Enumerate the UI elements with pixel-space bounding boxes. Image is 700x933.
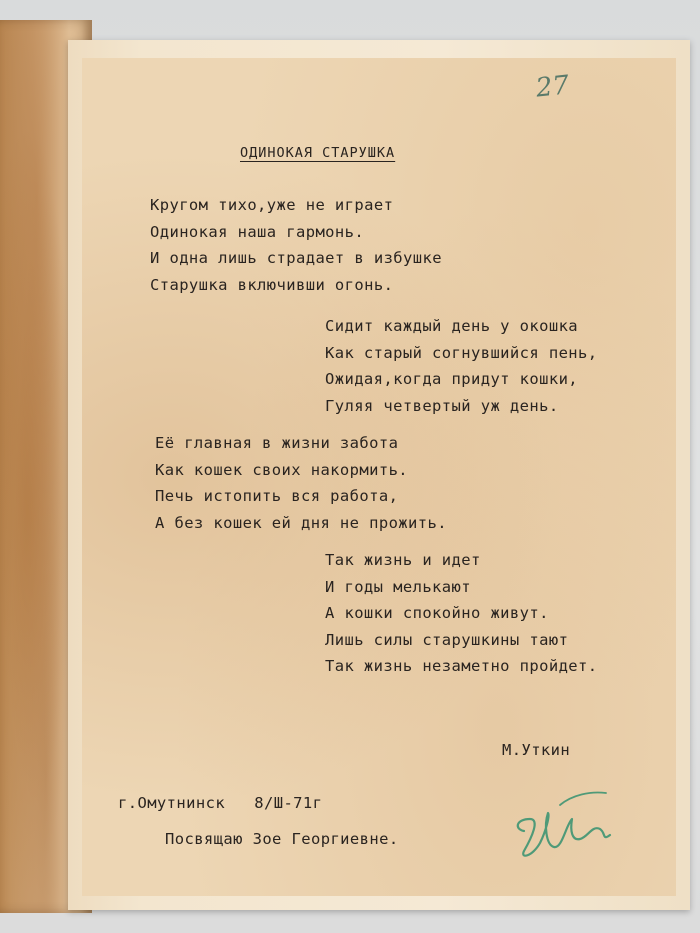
- poem-line: Ожидая,когда придут кошки,: [325, 370, 579, 388]
- place-date: г.Омутнинск 8/Ш-71г: [118, 794, 323, 812]
- author-name: М.Уткин: [502, 741, 571, 759]
- poem-line: Как старый согнувшийся пень,: [325, 343, 598, 362]
- handwritten-signature: [510, 785, 620, 875]
- stanza-1: [150, 192, 442, 298]
- stanza-2: [325, 313, 598, 419]
- stanza-3: [155, 430, 447, 536]
- poem-line: Так жизнь незаметно пройдет.: [325, 657, 598, 675]
- poem-line: Лишь силы старушкины тают: [325, 630, 569, 649]
- poem-line: Печь истопить вся работа,: [155, 487, 399, 505]
- poem-line: Сидит каждый день у окошка: [325, 317, 579, 335]
- stanza-4: [325, 547, 598, 680]
- poem-line: Гуляя четвертый уж день.: [325, 396, 559, 415]
- poem-line: А кошки спокойно живут.: [325, 604, 549, 622]
- poem-line: Так жизнь и идет: [325, 551, 481, 569]
- poem-title: ОДИНОКАЯ СТАРУШКА: [240, 145, 396, 161]
- poem-line: Кругом тихо,уже не играет: [150, 196, 394, 214]
- poem-line: Одинокая наша гармонь.: [150, 222, 365, 241]
- poem-line: Старушка включивши огонь.: [150, 275, 394, 294]
- poem-line: И одна лишь страдает в избушке: [150, 249, 442, 267]
- poem-line: И годы мелькают: [325, 577, 471, 596]
- dedication: Посвящаю Зое Георгиевне.: [165, 830, 399, 848]
- poem-line: Как кошек своих накормить.: [155, 460, 409, 479]
- poem-line: А без кошек ей дня не прожить.: [155, 513, 447, 532]
- page-number: 27: [534, 70, 571, 104]
- poem-line: Её главная в жизни забота: [155, 434, 399, 452]
